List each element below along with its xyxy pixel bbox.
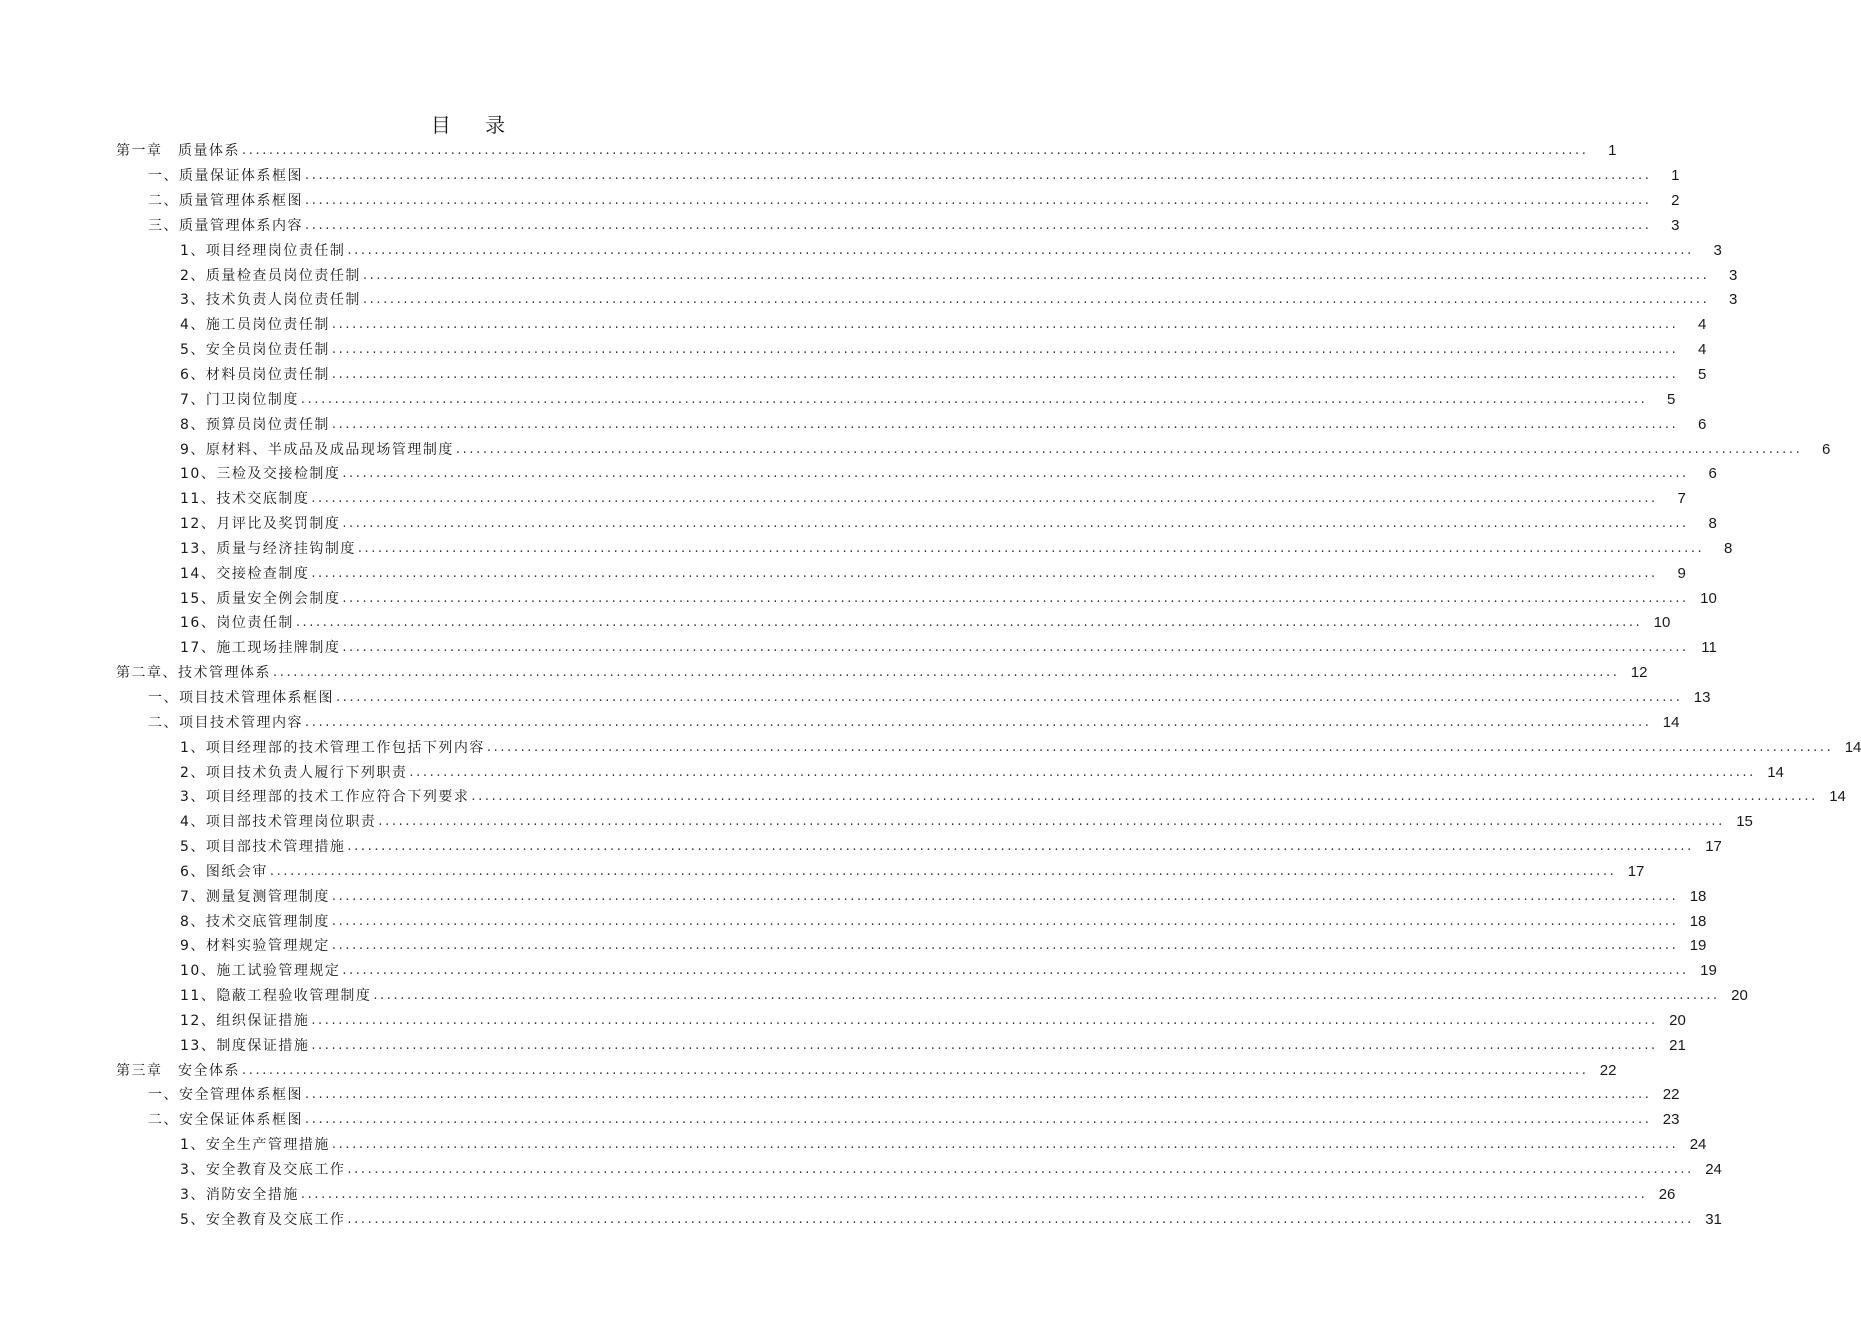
toc-entry-text: 16、岗位责任制 [180, 615, 294, 632]
toc-entry-text: 三、质量管理体系内容 [148, 217, 303, 234]
toc-entry[interactable] [0, 859, 1645, 884]
toc-entry-text: 1、项目经理部的技术管理工作包括下列内容 [180, 739, 485, 756]
toc-dot-leader: ........................................................................................................................................................................................................ [336, 689, 1683, 705]
toc-dot-leader: ........................................................................................................................................................................................................ [269, 863, 1617, 879]
toc-entry[interactable] [0, 139, 1617, 164]
toc-entry-text: 8、技术交底管理制度 [180, 913, 330, 930]
toc-entry-text: 8、预算员岗位责任制 [180, 416, 330, 433]
toc-dot-leader: ........................................................................................................................................................................................................ [342, 640, 1689, 656]
toc-entry-text: 17、施工现场挂牌制度 [180, 640, 341, 657]
toc-entry-text: 一、质量保证体系框图 [148, 168, 303, 185]
toc-entry-text: 6、图纸会审 [180, 863, 268, 880]
toc-page-number: 21 [1669, 1036, 1686, 1054]
toc-entry-text: 5、项目部技术管理措施 [180, 839, 346, 856]
toc-entry[interactable] [0, 586, 1717, 611]
toc-entry-text: 二、质量管理体系框图 [148, 193, 303, 210]
toc-entry-text: 4、施工员岗位责任制 [180, 317, 330, 334]
toc-page-number: 5 [1698, 366, 1707, 384]
toc-entry-text: 13、质量与经济挂钩制度 [180, 540, 356, 557]
toc-entry[interactable] [0, 884, 1707, 909]
toc-page-number: 17 [1705, 838, 1722, 856]
toc-entry[interactable] [0, 1182, 1676, 1207]
toc-entry-text: 5、安全教育及交底工作 [180, 1211, 346, 1228]
toc-page-number: 11 [1701, 639, 1717, 657]
toc-dot-leader: ........................................................................................................................................................................................................ [305, 217, 1652, 233]
toc-entry-text: 二、项目技术管理内容 [148, 714, 303, 731]
toc-page-number: 19 [1689, 937, 1707, 955]
toc-entry-text: 13、制度保证措施 [180, 1037, 310, 1054]
toc-entry-text: 一、安全管理体系框图 [148, 1087, 303, 1104]
toc-entry[interactable] [0, 437, 1831, 462]
toc-page-number: 10 [1700, 589, 1717, 607]
toc-page-number: 14 [1844, 738, 1861, 756]
toc-dot-leader: ........................................................................................................................................................................................................ [305, 193, 1652, 209]
toc-entry-text: 14、交接检查制度 [180, 565, 310, 582]
toc-dot-leader: ........................................................................................................................................................................................................ [331, 888, 1679, 904]
toc-dot-leader: ........................................................................................................................................................................................................ [300, 391, 1648, 407]
toc-entry-text: 12、组织保证措施 [180, 1012, 310, 1029]
toc-entry[interactable] [0, 760, 1784, 785]
toc-entry[interactable] [0, 710, 1680, 735]
toc-entry-text: 12、月评比及奖罚制度 [180, 516, 341, 533]
toc-entry[interactable] [0, 338, 1707, 363]
toc-page-number: 9 [1677, 564, 1686, 582]
toc-page-number: 6 [1822, 440, 1831, 458]
toc-entry[interactable] [0, 561, 1686, 586]
toc-entry[interactable] [0, 1108, 1680, 1133]
toc-page-number: 18 [1689, 912, 1707, 930]
toc-entry[interactable] [0, 909, 1707, 934]
toc-entry-text: 15、质量安全例会制度 [180, 590, 341, 607]
toc-page-number: 2 [1671, 192, 1680, 210]
toc-entry[interactable] [0, 636, 1717, 661]
toc-page-number: 1 [1671, 167, 1680, 185]
toc-dot-leader: ........................................................................................................................................................................................................ [331, 367, 1679, 383]
toc-entry[interactable] [0, 686, 1711, 711]
toc-entry[interactable] [0, 189, 1680, 214]
toc-entry[interactable] [0, 735, 1861, 760]
toc-title: 目 录 [430, 113, 520, 137]
toc-entry[interactable] [0, 313, 1707, 338]
toc-entry[interactable] [0, 387, 1676, 412]
toc-dot-leader: ........................................................................................................................................................................................................ [242, 143, 1589, 159]
toc-entry[interactable] [0, 263, 1738, 288]
toc-page-number: 15 [1736, 813, 1753, 831]
toc-entry-text: 9、材料实验管理规定 [180, 938, 330, 955]
toc-page-number: 19 [1700, 962, 1717, 980]
toc-entry[interactable] [0, 1058, 1617, 1083]
toc-entry-text: 1、项目经理岗位责任制 [180, 242, 346, 259]
toc-dot-leader: ........................................................................................................................................................................................................ [342, 516, 1689, 532]
toc-entry-text: 第二章、技术管理体系 [116, 665, 271, 682]
toc-page-number: 24 [1705, 1161, 1722, 1179]
toc-page-number: 22 [1662, 1086, 1680, 1104]
toc-entry[interactable] [0, 611, 1671, 636]
toc-entry[interactable] [0, 984, 1748, 1009]
toc-entry-text: 6、材料员岗位责任制 [180, 367, 330, 384]
toc-entry[interactable] [0, 1133, 1707, 1158]
toc-dot-leader: ........................................................................................................................................................................................................ [347, 839, 1694, 855]
toc-entry[interactable] [0, 1033, 1686, 1058]
toc-dot-leader: ........................................................................................................................................................................................................ [295, 615, 1643, 631]
toc-page-number: 13 [1693, 688, 1711, 706]
toc-page-number: 6 [1708, 465, 1717, 483]
toc-dot-leader: ........................................................................................................................................................................................................ [486, 739, 1834, 755]
toc-entry-text: 3、项目经理部的技术工作应符合下列要求 [180, 789, 470, 806]
toc-entry[interactable] [0, 288, 1738, 313]
toc-entry-text: 11、技术交底制度 [180, 491, 310, 508]
toc-dot-leader: ........................................................................................................................................................................................................ [342, 466, 1689, 482]
toc-entry[interactable] [0, 959, 1717, 984]
toc-entry-text: 7、门卫岗位制度 [180, 391, 299, 408]
toc-page-number: 20 [1731, 987, 1748, 1005]
toc-entry[interactable] [0, 214, 1680, 239]
toc-entry[interactable] [0, 462, 1717, 487]
toc-dot-leader: ........................................................................................................................................................................................................ [362, 267, 1710, 283]
toc-entry[interactable] [0, 487, 1686, 512]
toc-page-number: 31 [1705, 1210, 1722, 1228]
toc-entry[interactable] [0, 164, 1680, 189]
toc-entry[interactable] [0, 512, 1717, 537]
toc-page-number: 6 [1698, 415, 1707, 433]
toc-entry[interactable] [0, 1083, 1680, 1108]
toc-page-number: 18 [1689, 887, 1707, 905]
toc-dot-leader: ........................................................................................................................................................................................................ [300, 1186, 1648, 1202]
toc-entry-text: 9、原材料、半成品及成品现场管理制度 [180, 441, 454, 458]
toc-entry-text: 一、项目技术管理体系框图 [148, 689, 334, 706]
toc-page-number: 14 [1767, 763, 1784, 781]
toc-entry-text: 10、施工试验管理规定 [180, 963, 341, 980]
toc-page-number: 4 [1698, 341, 1707, 359]
toc-entry-text: 4、项目部技术管理岗位职责 [180, 814, 377, 831]
toc-dot-leader: ........................................................................................................................................................................................................ [373, 988, 1720, 1004]
toc-page-number: 3 [1729, 291, 1738, 309]
toc-entry[interactable] [0, 661, 1648, 686]
toc-page-number: 3 [1729, 266, 1738, 284]
toc-dot-leader: ........................................................................................................................................................................................................ [331, 416, 1679, 432]
toc-dot-leader: ........................................................................................................................................................................................................ [378, 814, 1725, 830]
toc-entry-text: 10、三检及交接检制度 [180, 466, 341, 483]
toc-page-number: 5 [1667, 390, 1676, 408]
toc-page-number: 3 [1713, 241, 1722, 259]
toc-page-number: 7 [1677, 490, 1686, 508]
toc-dot-leader: ........................................................................................................................................................................................................ [311, 1012, 1658, 1028]
toc-dot-leader: ........................................................................................................................................................................................................ [362, 292, 1710, 308]
toc-dot-leader: ........................................................................................................................................................................................................ [347, 242, 1694, 258]
toc-dot-leader: ........................................................................................................................................................................................................ [311, 565, 1658, 581]
toc-dot-leader: ........................................................................................................................................................................................................ [331, 938, 1679, 954]
toc-entry[interactable] [0, 412, 1707, 437]
toc-page-number: 8 [1723, 539, 1733, 557]
toc-page-number: 8 [1708, 515, 1717, 533]
toc-dot-leader: ........................................................................................................................................................................................................ [347, 1211, 1694, 1227]
toc-page-number: 14 [1662, 713, 1680, 731]
toc-page-number: 14 [1829, 788, 1846, 806]
toc-entry-text: 2、质量检查员岗位责任制 [180, 267, 361, 284]
toc-page-number: 4 [1698, 316, 1707, 334]
toc-entry[interactable] [0, 934, 1707, 959]
toc-dot-leader: ........................................................................................................................................................................................................ [305, 168, 1652, 184]
toc-page-number: 23 [1662, 1111, 1680, 1129]
toc-entry[interactable] [0, 810, 1753, 835]
toc-entry[interactable] [0, 1207, 1722, 1232]
toc-dot-leader: ........................................................................................................................................................................................................ [471, 789, 1818, 805]
toc-dot-leader: ........................................................................................................................................................................................................ [331, 1137, 1679, 1153]
toc-dot-leader: ........................................................................................................................................................................................................ [342, 963, 1689, 979]
toc-list [0, 139, 1861, 1232]
toc-dot-leader: ........................................................................................................................................................................................................ [273, 665, 1620, 681]
toc-dot-leader: ........................................................................................................................................................................................................ [331, 317, 1679, 333]
toc-page-number: 17 [1627, 862, 1645, 880]
toc-entry-text: 2、项目技术负责人履行下列职责 [180, 764, 408, 781]
toc-dot-leader: ........................................................................................................................................................................................................ [242, 1062, 1589, 1078]
toc-dot-leader: ........................................................................................................................................................................................................ [305, 714, 1652, 730]
toc-entry-text: 3、安全教育及交底工作 [180, 1162, 346, 1179]
toc-entry-text: 5、安全员岗位责任制 [180, 342, 330, 359]
toc-entry[interactable] [0, 1009, 1686, 1034]
toc-page-number: 12 [1630, 664, 1648, 682]
toc-page-number: 24 [1689, 1136, 1707, 1154]
toc-entry[interactable] [0, 537, 1733, 562]
toc-entry[interactable] [0, 1158, 1722, 1183]
toc-dot-leader: ........................................................................................................................................................................................................ [357, 540, 1705, 556]
toc-dot-leader: ........................................................................................................................................................................................................ [311, 491, 1658, 507]
toc-page-number: 3 [1671, 216, 1680, 234]
toc-dot-leader: ........................................................................................................................................................................................................ [342, 590, 1689, 606]
toc-page-number: 26 [1658, 1185, 1676, 1203]
toc-dot-leader: ........................................................................................................................................................................................................ [455, 441, 1803, 457]
toc-entry-text: 7、测量复测管理制度 [180, 888, 330, 905]
toc-dot-leader: ........................................................................................................................................................................................................ [305, 1087, 1652, 1103]
toc-entry-text: 1、安全生产管理措施 [180, 1137, 330, 1154]
toc-entry-text: 11、隐蔽工程验收管理制度 [180, 988, 372, 1005]
toc-entry-text: 二、安全保证体系框图 [148, 1112, 303, 1129]
toc-dot-leader: ........................................................................................................................................................................................................ [311, 1037, 1658, 1053]
toc-page-number: 10 [1653, 614, 1671, 632]
toc-dot-leader: ........................................................................................................................................................................................................ [331, 913, 1679, 929]
toc-page-number: 20 [1669, 1011, 1686, 1029]
toc-entry-text: 第三章 安全体系 [116, 1062, 240, 1079]
toc-dot-leader: ........................................................................................................................................................................................................ [347, 1162, 1694, 1178]
toc-entry-text: 3、消防安全措施 [180, 1186, 299, 1203]
toc-dot-leader: ........................................................................................................................................................................................................ [409, 764, 1756, 780]
toc-entry[interactable] [0, 238, 1722, 263]
toc-entry-text: 3、技术负责人岗位责任制 [180, 292, 361, 309]
toc-entry-text: 第一章 质量体系 [116, 143, 240, 160]
toc-entry[interactable] [0, 785, 1846, 810]
toc-entry[interactable] [0, 835, 1722, 860]
toc-dot-leader: ........................................................................................................................................................................................................ [305, 1112, 1652, 1128]
toc-dot-leader: ........................................................................................................................................................................................................ [331, 342, 1679, 358]
toc-page-number: 22 [1599, 1061, 1617, 1079]
toc-entry[interactable] [0, 363, 1707, 388]
toc-page-number: 1 [1608, 142, 1617, 160]
